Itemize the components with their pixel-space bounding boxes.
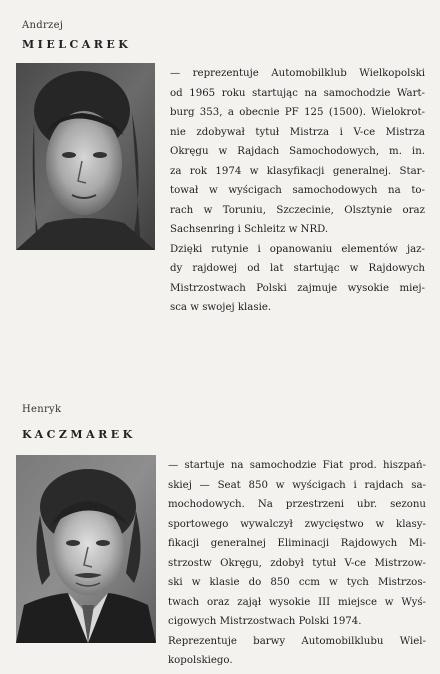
bio-line: tował w wyścigach samochodowych na to-	[170, 185, 425, 196]
portrait-photo-kaczmarek	[16, 455, 156, 643]
bio-line: kopolskiego.	[168, 655, 233, 666]
bio-line: sportowego wywalczył zwycięstwo w klasy-	[168, 518, 426, 530]
bio-line: skiej — Seat 850 w wyścigach i rajdach sa-	[168, 479, 426, 491]
surname-kaczmarek: KACZMAREK	[22, 428, 136, 441]
bio-line: strzostw Okręgu, zdobył tytuł V-ce Mistrzow-	[168, 557, 426, 569]
bio-line: dy rajdowej od lat startując w Rajdowych	[170, 263, 425, 274]
bio-line: rach w Toruniu, Szczecinie, Olsztynie oraz	[170, 204, 425, 216]
bio-line: twach oraz zajął wysokie III miejsce w Wyś-	[168, 596, 426, 608]
portrait-photo-mielcarek	[16, 63, 155, 250]
bio-line: sca w swojej klasie.	[170, 302, 272, 313]
bio-line: burg 353, a obecnie PF 125 (1500). Wielokrot-	[170, 107, 425, 118]
bio-kaczmarek	[168, 456, 426, 671]
bio-line: nie zdobywał tytuł Mistrza i V-ce Mistrza	[170, 126, 425, 138]
bio-line: Sachsenring i Schleitz w NRD.	[170, 224, 329, 235]
first-name-mielcarek: Andrzej	[22, 20, 64, 31]
bio-line: — reprezentuje Automobilklub Wielkopolski	[170, 68, 425, 79]
bio-line: Reprezentuje barwy Automobilklubu Wiel-	[168, 635, 426, 647]
bio-line: fikacji generalnej Eliminacji Rajdowych Mi-	[168, 538, 426, 549]
surname-mielcarek: MIELCAREK	[22, 38, 132, 51]
first-name-kaczmarek: Henryk	[22, 404, 62, 415]
bio-line: — startuje na samochodzie Fiat prod. hiszpań-	[168, 460, 426, 471]
bio-line: od 1965 roku startując na samochodzie Wart-	[170, 87, 425, 99]
bio-line: Mistrzostwach Polski zajmuje wysokie miej-	[170, 282, 425, 294]
bio-line: cigowych Mistrzostwach Polski 1974.	[168, 616, 362, 627]
bio-line: za rok 1974 w klasyfikacji generalnej. Star-	[170, 165, 425, 177]
bio-line: mochodowych. Na przestrzeni ubr. sezonu	[168, 499, 426, 510]
bio-line: Okręgu w Rajdach Samochodowych, m. in.	[170, 146, 425, 157]
bio-line: ski w klasie do 850 ccm w tych Mistrzos-	[168, 577, 426, 588]
bio-line: Dzięki rutynie i opanowaniu elementów jaz-	[170, 243, 425, 255]
bio-mielcarek	[170, 64, 425, 318]
